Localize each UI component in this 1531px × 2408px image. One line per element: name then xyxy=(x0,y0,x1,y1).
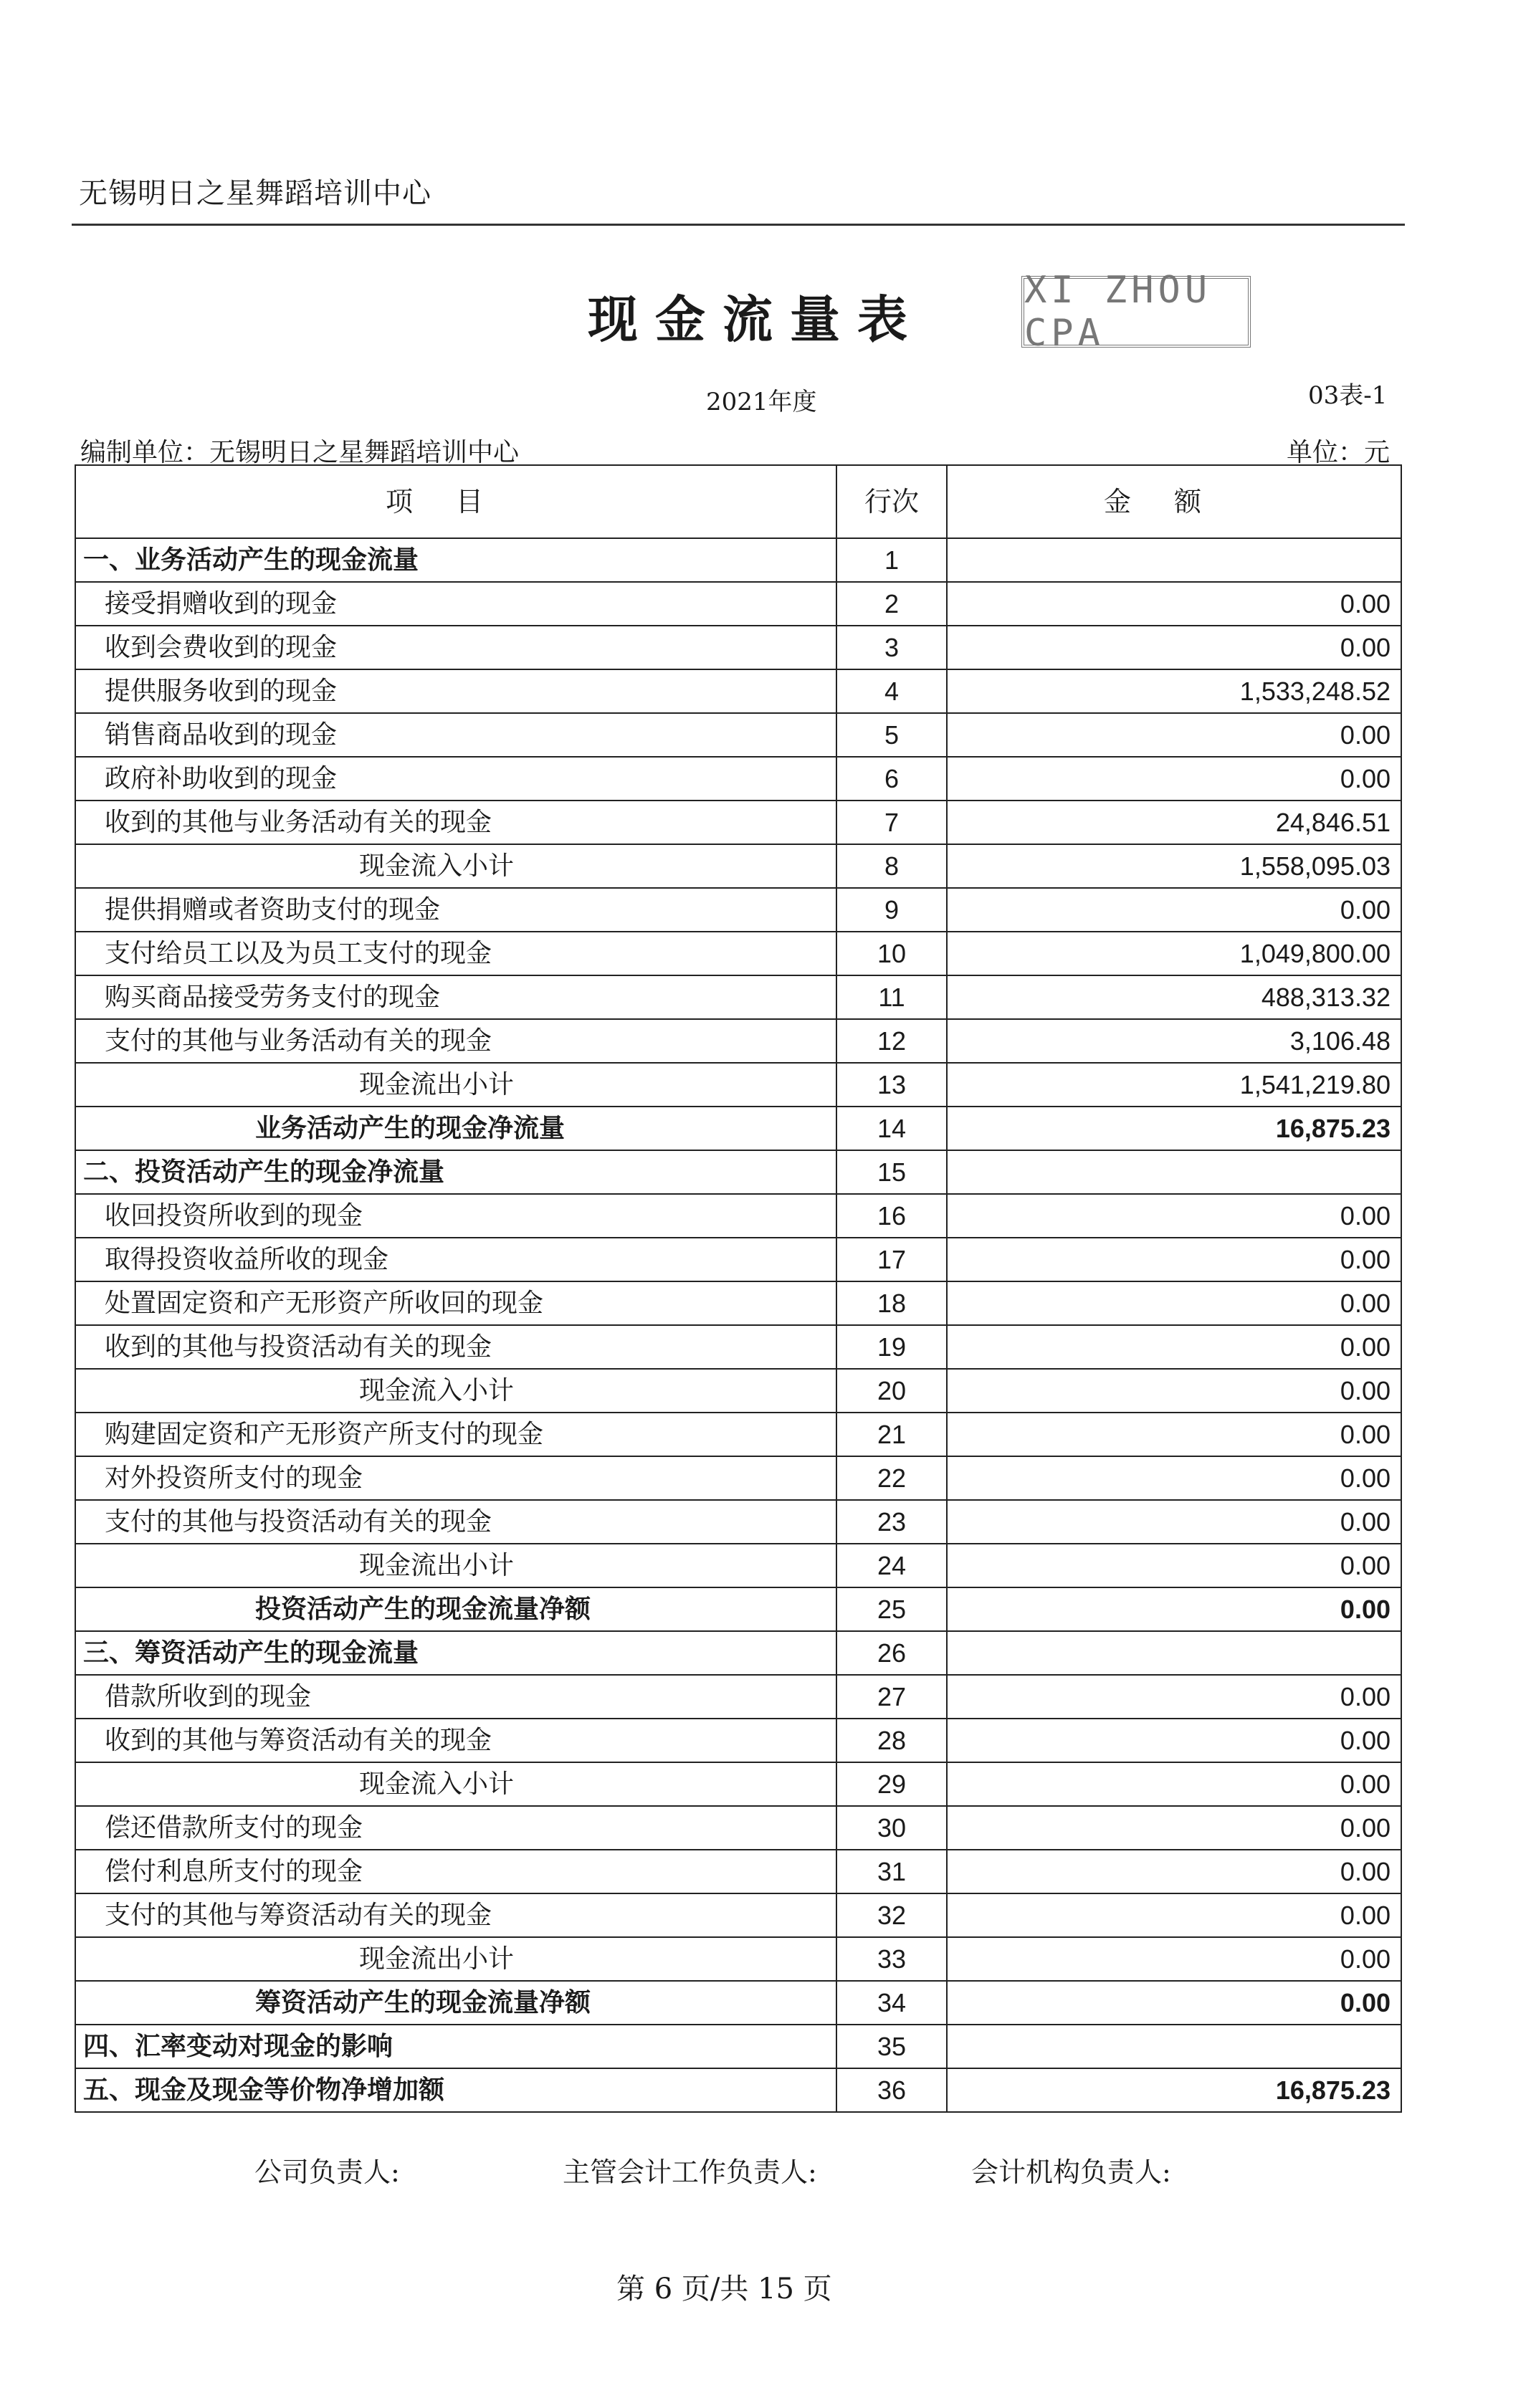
row-amount: 0.00 xyxy=(947,1981,1401,2025)
row-amount: 0.00 xyxy=(947,1413,1401,1456)
row-label: 提供捐赠或者资助支付的现金 xyxy=(75,888,836,932)
row-amount: 0.00 xyxy=(947,582,1401,626)
table-row xyxy=(75,1675,1401,1719)
row-label: 收到的其他与业务活动有关的现金 xyxy=(75,801,836,844)
table-header-row xyxy=(75,465,1401,538)
table-row xyxy=(75,1806,1401,1850)
table-row xyxy=(75,1238,1401,1281)
row-label: 现金流入小计 xyxy=(75,1369,836,1413)
row-amount: 0.00 xyxy=(947,1893,1401,1937)
table-row xyxy=(75,1194,1401,1238)
row-amount: 1,558,095.03 xyxy=(947,844,1401,888)
row-line-number: 2 xyxy=(836,582,947,626)
row-line-number: 22 xyxy=(836,1456,947,1500)
table-row xyxy=(75,1719,1401,1762)
column-header-item: 项目 xyxy=(75,465,836,538)
row-label: 接受捐赠收到的现金 xyxy=(75,582,836,626)
row-line-number: 19 xyxy=(836,1325,947,1369)
row-label: 三、筹资活动产生的现金流量 xyxy=(75,1631,836,1675)
table-row xyxy=(75,1850,1401,1893)
row-amount: 24,846.51 xyxy=(947,801,1401,844)
row-label: 支付的其他与投资活动有关的现金 xyxy=(75,1500,836,1544)
row-label: 借款所收到的现金 xyxy=(75,1675,836,1719)
row-line-number: 36 xyxy=(836,2068,947,2112)
table-row xyxy=(75,1150,1401,1194)
signature-accounting-org-head: 会计机构负责人: xyxy=(971,2156,1171,2188)
row-label: 销售商品收到的现金 xyxy=(75,713,836,757)
signature-company-head: 公司负责人: xyxy=(254,2156,400,2188)
row-label: 投资活动产生的现金流量净额 xyxy=(75,1587,836,1631)
row-line-number: 28 xyxy=(836,1719,947,1762)
table-row xyxy=(75,975,1401,1019)
page-number: 第 6 页/共 15 页 xyxy=(616,2273,832,2306)
row-amount: 0.00 xyxy=(947,1719,1401,1762)
row-line-number: 5 xyxy=(836,713,947,757)
row-line-number: 20 xyxy=(836,1369,947,1413)
row-line-number: 8 xyxy=(836,844,947,888)
row-label: 支付的其他与业务活动有关的现金 xyxy=(75,1019,836,1063)
row-label: 处置固定资和产无形资产所收回的现金 xyxy=(75,1281,836,1325)
row-amount xyxy=(947,2025,1401,2068)
table-row xyxy=(75,1762,1401,1806)
table-row xyxy=(75,1107,1401,1150)
currency-unit: 单位：元 xyxy=(1287,438,1391,467)
row-label: 取得投资收益所收的现金 xyxy=(75,1238,836,1281)
row-line-number: 23 xyxy=(836,1500,947,1544)
table-row xyxy=(75,1019,1401,1063)
row-line-number: 25 xyxy=(836,1587,947,1631)
row-line-number: 4 xyxy=(836,669,947,713)
row-amount: 0.00 xyxy=(947,1762,1401,1806)
row-line-number: 3 xyxy=(836,626,947,669)
row-line-number: 21 xyxy=(836,1413,947,1456)
table-row xyxy=(75,888,1401,932)
report-year: 2021年度 xyxy=(706,388,817,416)
row-amount xyxy=(947,1150,1401,1194)
row-line-number: 15 xyxy=(836,1150,947,1194)
table-row xyxy=(75,1063,1401,1107)
table-row xyxy=(75,2025,1401,2068)
row-label: 偿还借款所支付的现金 xyxy=(75,1806,836,1850)
table-row xyxy=(75,1500,1401,1544)
row-line-number: 30 xyxy=(836,1806,947,1850)
row-line-number: 10 xyxy=(836,932,947,975)
row-label: 支付给员工以及为员工支付的现金 xyxy=(75,932,836,975)
row-label: 购建固定资和产无形资产所支付的现金 xyxy=(75,1413,836,1456)
table-row xyxy=(75,626,1401,669)
row-amount: 0.00 xyxy=(947,1850,1401,1893)
row-amount: 0.00 xyxy=(947,1500,1401,1544)
table-row xyxy=(75,2068,1401,2112)
table-row xyxy=(75,801,1401,844)
row-amount: 16,875.23 xyxy=(947,2068,1401,2112)
row-line-number: 18 xyxy=(836,1281,947,1325)
row-amount: 0.00 xyxy=(947,1806,1401,1850)
row-amount xyxy=(947,538,1401,582)
row-line-number: 16 xyxy=(836,1194,947,1238)
page-title: 现金流量表 xyxy=(588,290,925,349)
row-label: 五、现金及现金等价物净增加额 xyxy=(75,2068,836,2112)
table-row xyxy=(75,538,1401,582)
row-label: 政府补助收到的现金 xyxy=(75,757,836,801)
table-row xyxy=(75,1937,1401,1981)
row-line-number: 11 xyxy=(836,975,947,1019)
table-row xyxy=(75,1893,1401,1937)
table-row xyxy=(75,1981,1401,2025)
signature-accounting-head: 主管会计工作负责人: xyxy=(563,2156,817,2188)
row-line-number: 34 xyxy=(836,1981,947,2025)
table-row xyxy=(75,757,1401,801)
cpa-stamp: XI ZHOU CPA xyxy=(1021,276,1251,348)
table-row xyxy=(75,713,1401,757)
row-amount: 0.00 xyxy=(947,1281,1401,1325)
row-label: 收回投资所收到的现金 xyxy=(75,1194,836,1238)
row-label: 购买商品接受劳务支付的现金 xyxy=(75,975,836,1019)
table-row xyxy=(75,669,1401,713)
row-label: 现金流入小计 xyxy=(75,1762,836,1806)
row-amount: 0.00 xyxy=(947,1587,1401,1631)
row-amount: 0.00 xyxy=(947,888,1401,932)
column-header-line: 行次 xyxy=(836,465,947,538)
row-label: 四、汇率变动对现金的影响 xyxy=(75,2025,836,2068)
row-line-number: 33 xyxy=(836,1937,947,1981)
row-label: 现金流入小计 xyxy=(75,844,836,888)
row-amount xyxy=(947,1631,1401,1675)
table-row xyxy=(75,1544,1401,1587)
row-amount: 0.00 xyxy=(947,1238,1401,1281)
row-label: 偿付利息所支付的现金 xyxy=(75,1850,836,1893)
row-label: 筹资活动产生的现金流量净额 xyxy=(75,1981,836,2025)
row-line-number: 9 xyxy=(836,888,947,932)
row-line-number: 31 xyxy=(836,1850,947,1893)
row-label: 现金流出小计 xyxy=(75,1937,836,1981)
row-label: 对外投资所支付的现金 xyxy=(75,1456,836,1500)
row-amount: 0.00 xyxy=(947,1937,1401,1981)
row-amount: 0.00 xyxy=(947,1194,1401,1238)
row-amount: 0.00 xyxy=(947,1369,1401,1413)
row-amount: 0.00 xyxy=(947,757,1401,801)
row-line-number: 29 xyxy=(836,1762,947,1806)
row-line-number: 1 xyxy=(836,538,947,582)
row-line-number: 14 xyxy=(836,1107,947,1150)
row-line-number: 24 xyxy=(836,1544,947,1587)
row-amount: 3,106.48 xyxy=(947,1019,1401,1063)
row-line-number: 6 xyxy=(836,757,947,801)
table-code: 03表-1 xyxy=(1308,381,1388,410)
row-amount: 488,313.32 xyxy=(947,975,1401,1019)
table-row xyxy=(75,844,1401,888)
row-line-number: 13 xyxy=(836,1063,947,1107)
row-line-number: 27 xyxy=(836,1675,947,1719)
row-label: 现金流出小计 xyxy=(75,1063,836,1107)
table-row xyxy=(75,1587,1401,1631)
row-line-number: 12 xyxy=(836,1019,947,1063)
row-line-number: 17 xyxy=(836,1238,947,1281)
row-amount: 1,049,800.00 xyxy=(947,932,1401,975)
row-amount: 0.00 xyxy=(947,626,1401,669)
column-header-amount: 金额 xyxy=(947,465,1401,538)
row-amount: 1,533,248.52 xyxy=(947,669,1401,713)
table-row xyxy=(75,1369,1401,1413)
row-label: 业务活动产生的现金净流量 xyxy=(75,1107,836,1150)
table-row xyxy=(75,1325,1401,1369)
row-line-number: 35 xyxy=(836,2025,947,2068)
row-amount: 0.00 xyxy=(947,1456,1401,1500)
table-row xyxy=(75,1456,1401,1500)
row-label: 二、投资活动产生的现金净流量 xyxy=(75,1150,836,1194)
table-body xyxy=(75,538,1401,2112)
row-label: 收到会费收到的现金 xyxy=(75,626,836,669)
row-amount: 0.00 xyxy=(947,1675,1401,1719)
row-amount: 0.00 xyxy=(947,713,1401,757)
header-rule xyxy=(72,224,1405,226)
row-amount: 1,541,219.80 xyxy=(947,1063,1401,1107)
row-label: 现金流出小计 xyxy=(75,1544,836,1587)
row-label: 收到的其他与投资活动有关的现金 xyxy=(75,1325,836,1369)
table-row xyxy=(75,1281,1401,1325)
row-line-number: 26 xyxy=(836,1631,947,1675)
org-header: 无锡明日之星舞蹈培训中心 xyxy=(79,177,431,210)
row-label: 提供服务收到的现金 xyxy=(75,669,836,713)
row-label: 一、业务活动产生的现金流量 xyxy=(75,538,836,582)
row-amount: 0.00 xyxy=(947,1325,1401,1369)
row-line-number: 32 xyxy=(836,1893,947,1937)
table-row xyxy=(75,932,1401,975)
table-row xyxy=(75,582,1401,626)
row-amount: 16,875.23 xyxy=(947,1107,1401,1150)
row-label: 支付的其他与筹资活动有关的现金 xyxy=(75,1893,836,1937)
row-label: 收到的其他与筹资活动有关的现金 xyxy=(75,1719,836,1762)
cash-flow-table xyxy=(75,464,1402,2113)
row-amount: 0.00 xyxy=(947,1544,1401,1587)
table-row xyxy=(75,1413,1401,1456)
table-row xyxy=(75,1631,1401,1675)
row-line-number: 7 xyxy=(836,801,947,844)
compiling-unit: 编制单位：无锡明日之星舞蹈培训中心 xyxy=(80,438,520,467)
